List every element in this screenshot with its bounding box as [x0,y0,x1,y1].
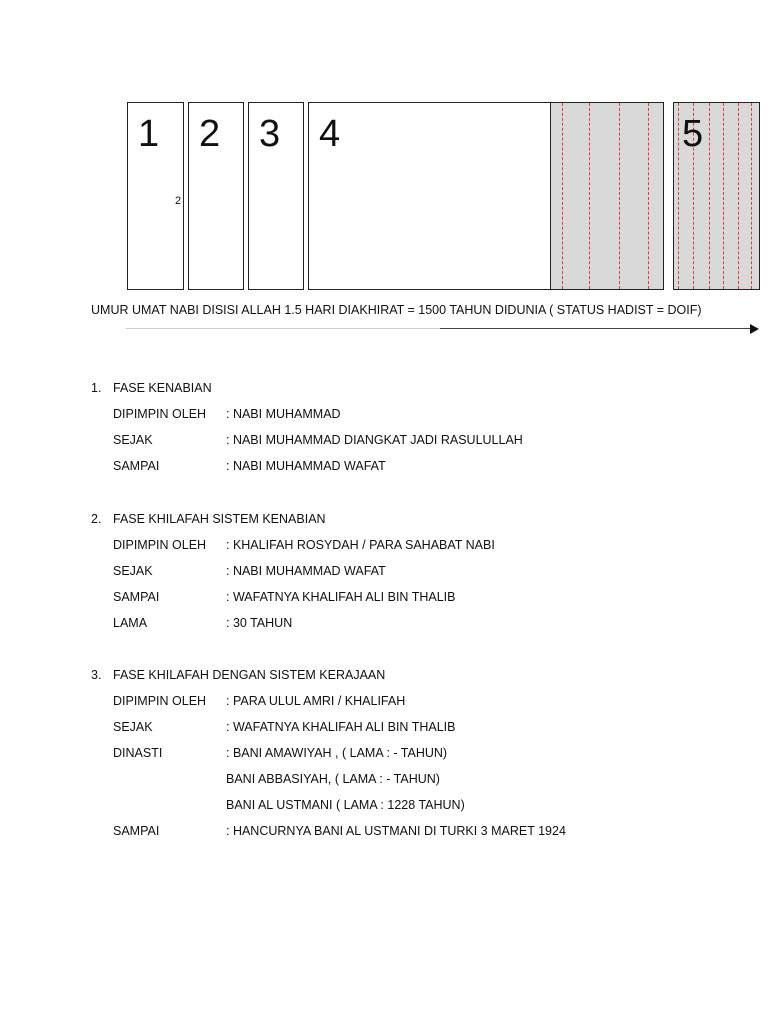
detail-value: : NABI MUHAMMAD WAFAT [226,459,386,473]
detail-value: : NABI MUHAMMAD [226,407,341,421]
phase-box-2 [188,102,244,290]
detail-value: : KHALIFAH ROSYDAH / PARA SAHABAT NABI [226,538,495,552]
phase-box-5 [673,102,760,290]
section-title: FASE KHILAFAH SISTEM KENABIAN [113,512,326,526]
phase-number: 1 [138,113,160,155]
phase-box-3 [248,102,304,290]
dashed-divider [589,103,590,289]
arrow-right-icon [750,324,759,334]
section-number: 1. [91,381,102,395]
dashed-divider [709,103,710,289]
phase-box-1 [127,102,184,290]
detail-value: : 30 TAHUN [226,616,293,630]
timeline-line-dark [440,328,752,329]
detail-label: DIPIMPIN OLEH [113,538,207,552]
detail-label: DIPIMPIN OLEH [113,407,207,421]
detail-value: BANI AL USTMANI ( LAMA : 1228 TAHUN) [226,798,465,812]
dashed-divider [723,103,724,289]
section-number: 3. [91,668,102,682]
detail-value: : WAFATNYA KHALIFAH ALI BIN THALIB [226,720,456,734]
dashed-divider [648,103,649,289]
phase-sub-mark: 2 [175,195,182,207]
detail-label: SAMPAI [113,459,160,473]
dashed-divider [751,103,752,289]
phase-number: 4 [319,113,341,155]
detail-value: : WAFATNYA KHALIFAH ALI BIN THALIB [226,590,456,604]
detail-label: DIPIMPIN OLEH [113,694,207,708]
detail-label: SEJAK [113,433,153,447]
section-title: FASE KENABIAN [113,381,212,395]
detail-label: SAMPAI [113,824,160,838]
diagram-caption: UMUR UMAT NABI DISISI ALLAH 1.5 HARI DIAKHIRAT = 1500 TAHUN DIDUNIA ( STATUS HADIST = DOIF) [91,303,702,317]
detail-label: DINASTI [113,746,163,760]
phase-number: 5 [682,113,704,155]
detail-label: SEJAK [113,564,153,578]
phase-number: 2 [199,113,221,155]
phase-4-shaded-region [550,102,664,290]
section-number: 2. [91,512,102,526]
detail-value: : HANCURNYA BANI AL USTMANI DI TURKI 3 MARET 1924 [226,824,566,838]
detail-value: : PARA ULUL AMRI / KHALIFAH [226,694,406,708]
phase-box-4 [308,102,551,290]
phase-number: 3 [259,113,281,155]
dashed-divider [678,103,679,289]
dashed-divider [619,103,620,289]
dashed-divider [738,103,739,289]
detail-label: SAMPAI [113,590,160,604]
detail-value: : BANI AMAWIYAH , ( LAMA : - TAHUN) [226,746,448,760]
section-title: FASE KHILAFAH DENGAN SISTEM KERAJAAN [113,668,386,682]
detail-value: : NABI MUHAMMAD DIANGKAT JADI RASULULLAH [226,433,523,447]
detail-value: BANI ABBASIYAH, ( LAMA : - TAHUN) [226,772,440,786]
detail-value: : NABI MUHAMMAD WAFAT [226,564,386,578]
detail-label: LAMA [113,616,148,630]
dashed-divider [562,103,563,289]
detail-label: SEJAK [113,720,153,734]
